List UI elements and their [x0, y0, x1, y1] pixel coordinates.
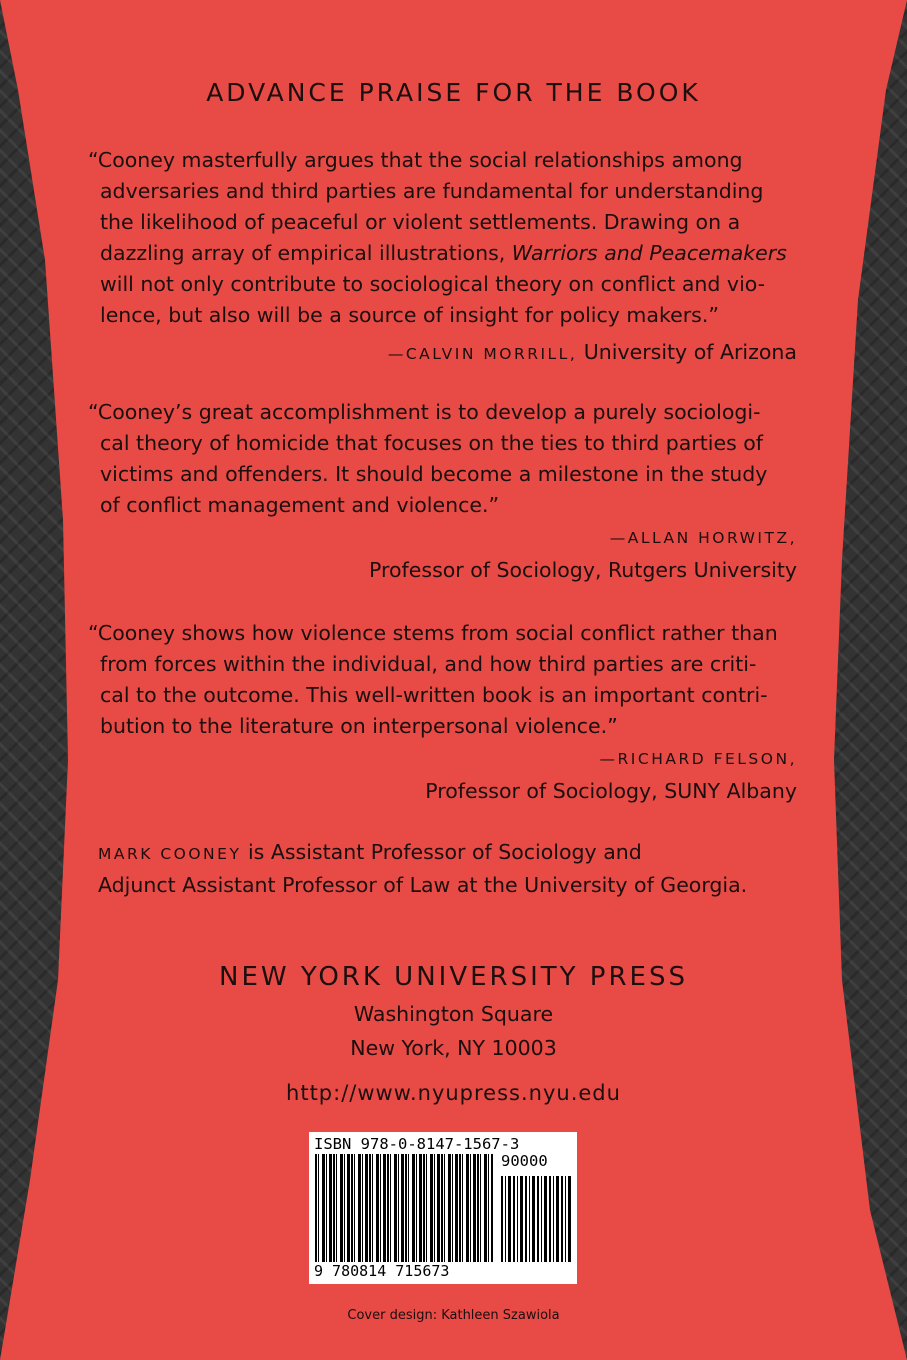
- attribution-affiliation: University of Arizona: [583, 340, 797, 364]
- publisher-url: http://www.nyupress.nyu.edu: [286, 1081, 621, 1105]
- quote-line: victims and offenders. It should become a milestone in the study: [100, 462, 768, 486]
- praise-heading: ADVANCE PRAISE FOR THE BOOK: [206, 78, 701, 107]
- quote-line: the likelihood of peaceful or violent settlements. Drawing on a: [100, 210, 741, 234]
- price-code: 90000: [501, 1152, 548, 1170]
- attribution-name: —CALVIN MORRILL,: [387, 345, 578, 363]
- isbn-number: ISBN 978-0-8147-1567-3: [314, 1135, 520, 1153]
- quote-line: from forces within the individual, and how third parties are criti-: [100, 652, 757, 676]
- quote-line: “Cooney masterfully argues that the social relationships among: [88, 148, 743, 172]
- attribution-name: —ALLAN HORWITZ,: [609, 529, 797, 547]
- bio-text: is Assistant Professor of Sociology and: [247, 840, 642, 864]
- publisher-address-line-1: Washington Square: [353, 1002, 554, 1026]
- bio-line: [98, 837, 818, 870]
- quote-line: will not only contribute to sociological theory on conflict and vio-: [100, 272, 766, 296]
- quote-line: “Cooney’s great accomplishment is to develop a purely sociologi-: [88, 400, 761, 424]
- quote-line: lence, but also will be a source of insight for policy makers.”: [100, 303, 719, 327]
- quote-line: cal theory of homicide that focuses on the ties to third parties of: [100, 431, 764, 455]
- publisher-address-line-2: New York, NY 10003: [350, 1036, 557, 1060]
- isbn-barcode: [309, 1132, 577, 1284]
- quote-line: of conflict management and violence.”: [100, 493, 500, 517]
- praise-quote-2: [88, 397, 808, 521]
- attribution-1: [388, 336, 797, 370]
- bio-line: Adjunct Assistant Professor of Law at the University of Georgia.: [98, 873, 748, 897]
- quote-line: [88, 238, 808, 269]
- attribution-affiliation: Professor of Sociology, Rutgers University: [369, 558, 797, 582]
- attribution-affiliation: Professor of Sociology, SUNY Albany: [425, 779, 797, 803]
- barcode-digits: 9 780814 715673: [314, 1262, 450, 1280]
- quote-text: dazzling array of empirical illustrations,: [100, 241, 506, 265]
- cover-design-credit: Cover design: Kathleen Szawiola: [347, 1308, 560, 1323]
- barcode-bars: [315, 1154, 493, 1262]
- author-name: MARK COONEY: [98, 845, 242, 863]
- attribution-3: [425, 743, 797, 807]
- quote-line: adversaries and third parties are fundamental for understanding: [100, 179, 764, 203]
- attribution-name: —RICHARD FELSON,: [599, 750, 797, 768]
- praise-quote-1: [88, 145, 808, 331]
- quote-line: bution to the literature on interpersonal violence.”: [100, 714, 618, 738]
- publisher-name: NEW YORK UNIVERSITY PRESS: [219, 962, 688, 992]
- attribution-2: [369, 522, 797, 586]
- quote-line: “Cooney shows how violence stems from social conflict rather than: [88, 621, 778, 645]
- addon-barcode-bars: [501, 1176, 571, 1262]
- praise-quote-3: [88, 618, 808, 742]
- book-title: Warriors and Peacemakers: [511, 241, 787, 265]
- author-bio: [98, 837, 818, 901]
- quote-line: cal to the outcome. This well-written book is an important contri-: [100, 683, 768, 707]
